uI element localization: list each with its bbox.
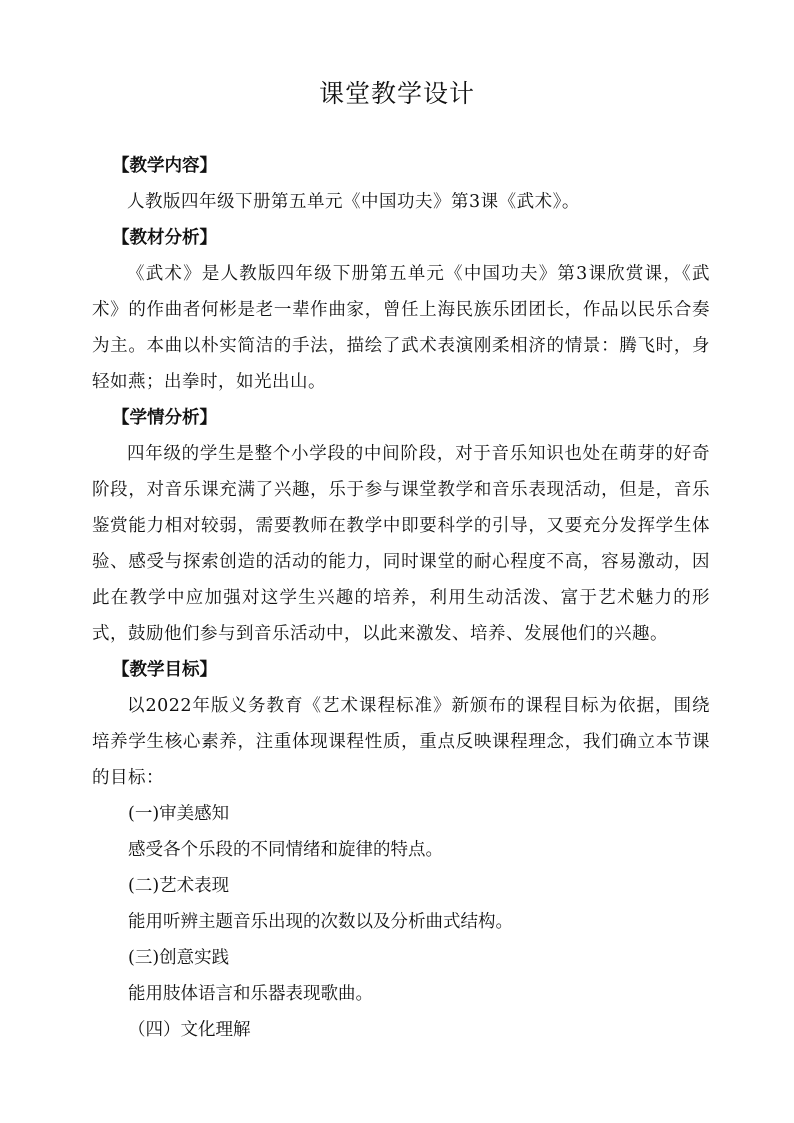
goal-label-1: (一)审美感知 [128,804,230,824]
page-title: 课堂教学设计 [318,79,475,108]
goal-label-4: （四）文化理解 [128,1020,251,1040]
section-heading-students: 【学情分析】 [112,408,217,428]
goal-label-3: (三)创意实践 [128,948,230,968]
goal-label-2: (二)艺术表现 [128,876,230,896]
section-text-goals-intro: 以2022年版义务教育《艺术课程标准》新颁布的课程目标为依据，围绕培养学生核心素养，注重体现课程性质，重点反映课程理念，我们确立本节课的目标： [92,696,710,788]
section-text-students: 四年级的学生是整个小学段的中间阶段，对于音乐知识也处在萌芽的好奇阶段，对音乐课充满了兴趣，乐于参与课堂教学和音乐表现活动，但是，音乐鉴赏能力相对较弱，需要教师在教学中即要科学的引导，又要充分发挥学生体验、感受与探索创造的活动的能力，同时课堂的耐心程度不高，容易激动，因此在教学中应加强对这学生兴趣的培养，利用生动活泼、富于艺术魅力的形式，鼓励他们参与到音乐活动中，以此来激发、培养、发展他们的兴趣。 [92,444,710,644]
goal-text-3: 能用肢体语言和乐器表现歌曲。 [128,984,373,1004]
section-heading-goals: 【教学目标】 [112,660,217,680]
section-text-content: 人教版四年级下册第五单元《中国功夫》第3课《武术》。 [127,192,580,212]
section-heading-content: 【教学内容】 [112,156,217,176]
goal-text-1: 感受各个乐段的不同情绪和旋律的特点。 [128,840,443,860]
document-body [92,148,710,1048]
section-text-material: 《武术》是人教版四年级下册第五单元《中国功夫》第3课欣赏课，《武术》的作曲者何彬是老一辈作曲家，曾任上海民族乐团团长，作品以民乐合奏为主。本曲以朴实简洁的手法，描绘了武术表演刚柔相济的情景：腾飞时，身轻如燕；出拳时，如光出山。 [92,264,710,392]
section-heading-material: 【教材分析】 [112,228,217,248]
goal-text-2: 能用听辨主题音乐出现的次数以及分析曲式结构。 [128,912,513,932]
